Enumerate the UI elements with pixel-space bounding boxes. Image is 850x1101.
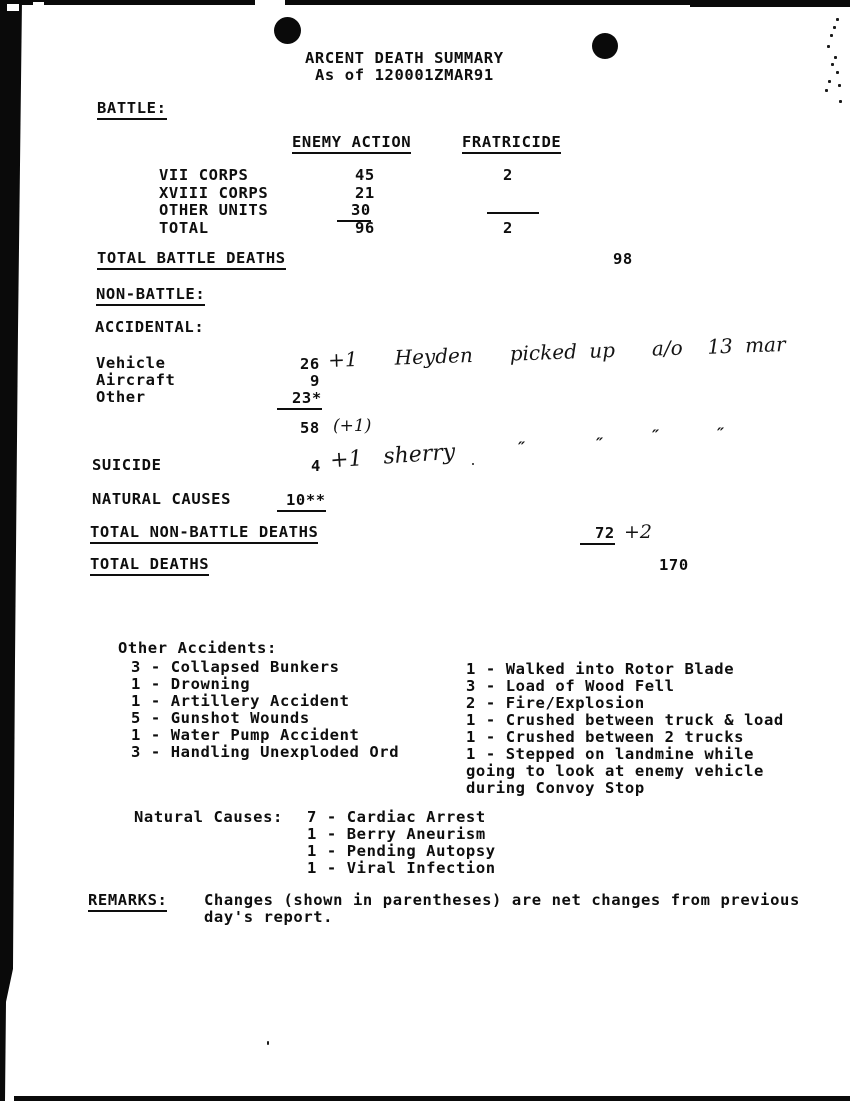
- accidental-row-label: Vehicle: [96, 354, 166, 372]
- accidental-row-label: Aircraft: [96, 371, 176, 389]
- other-accidents-item: 1 - Crushed between 2 trucks: [466, 728, 745, 746]
- battle-fratricide-value: 2: [503, 219, 513, 237]
- total-deaths-label: TOTAL DEATHS: [90, 557, 209, 576]
- other-accidents-item: 1 - Drowning: [131, 675, 251, 693]
- other-accidents-item: 1 - Water Pump Accident: [131, 726, 360, 744]
- fratricide-blank-line: [487, 212, 539, 214]
- scan-speck: [836, 18, 839, 21]
- scan-speck: [828, 80, 831, 83]
- other-accidents-item-continuation: going to look at enemy vehicle: [466, 762, 764, 780]
- natural-causes-label: NATURAL CAUSES: [92, 490, 232, 508]
- scan-speck: [838, 84, 841, 87]
- scan-speck: [833, 26, 836, 29]
- hole-punch-mark: [592, 33, 618, 59]
- other-accidents-item: 3 - Handling Unexploded Ord: [131, 743, 400, 761]
- total-deaths-value: 170: [659, 556, 689, 574]
- scan-edge-bottom: [14, 1096, 850, 1101]
- other-accidents-item: 1 - Crushed between truck & load: [466, 711, 784, 729]
- total-battle-deaths-label: TOTAL BATTLE DEATHS: [97, 251, 286, 270]
- scan-speck: [830, 34, 833, 37]
- battle-fratricide-value: 2: [503, 166, 513, 184]
- suicide-label: SUICIDE: [92, 456, 162, 474]
- battle-enemy-value: 30: [337, 203, 371, 222]
- handwritten-ditto-mark: ″: [717, 424, 725, 443]
- scan-speck: [472, 463, 474, 465]
- battle-unit-label: XVIII CORPS: [159, 184, 269, 202]
- handwritten-total-note: +2: [624, 521, 653, 543]
- other-accidents-heading: Other Accidents:: [118, 639, 277, 657]
- battle-unit-label: VII CORPS: [159, 166, 249, 184]
- scan-speck: [834, 56, 837, 59]
- scan-speck: [831, 63, 834, 66]
- suicide-value: 4: [311, 457, 321, 475]
- remarks-text-line: day's report.: [204, 908, 334, 926]
- battle-unit-label: TOTAL: [159, 219, 209, 237]
- scan-edge-left-bar: [0, 0, 24, 1101]
- other-accidents-item: 3 - Collapsed Bunkers: [131, 658, 340, 676]
- accidental-heading: ACCIDENTAL:: [95, 318, 205, 336]
- other-accidents-item: 1 - Stepped on landmine while: [466, 745, 755, 763]
- accidental-row-value: 23*: [277, 391, 322, 410]
- other-accidents-item: 1 - Walked into Rotor Blade: [466, 660, 735, 678]
- scan-white-mark: [7, 4, 19, 11]
- remarks-text-line: Changes (shown in parentheses) are net changes from previous: [204, 891, 800, 909]
- battle-enemy-value: 96: [355, 219, 375, 237]
- scan-speck: [836, 71, 839, 74]
- scan-speck: [827, 45, 830, 48]
- battle-enemy-value: 45: [355, 166, 375, 184]
- other-accidents-item: 3 - Load of Wood Fell: [466, 677, 675, 695]
- scan-white-mark: [33, 2, 44, 12]
- hole-punch-mark: [274, 17, 301, 44]
- scan-speck: [825, 89, 828, 92]
- accidental-subtotal-value: 58: [300, 419, 320, 437]
- report-title: ARCENT DEATH SUMMARY: [305, 49, 504, 67]
- accidental-row-value: 26: [300, 355, 320, 373]
- total-non-battle-value: 72: [580, 526, 615, 545]
- handwritten-vehicle-note: +1 Heyden picked up a/o 13 mar: [327, 332, 786, 372]
- remarks-label: REMARKS:: [88, 893, 167, 912]
- col-header-fratricide: FRATRICIDE: [462, 135, 561, 154]
- col-header-enemy-action: ENEMY ACTION: [292, 135, 411, 154]
- other-accidents-item: 5 - Gunshot Wounds: [131, 709, 310, 727]
- handwritten-ditto-mark: ″: [596, 434, 604, 453]
- accidental-row-label: Other: [96, 388, 146, 406]
- scan-speck: [267, 1041, 269, 1045]
- non-battle-heading: NON-BATTLE:: [96, 287, 205, 306]
- battle-unit-label: OTHER UNITS: [159, 201, 269, 219]
- natural-causes-item: 1 - Viral Infection: [307, 859, 496, 877]
- natural-causes-item: 1 - Pending Autopsy: [307, 842, 496, 860]
- other-accidents-item-continuation: during Convoy Stop: [466, 779, 645, 797]
- total-battle-deaths-value: 98: [613, 250, 633, 268]
- battle-enemy-value: 21: [355, 184, 375, 202]
- battle-heading: BATTLE:: [97, 101, 167, 120]
- natural-causes-item: 1 - Berry Aneurism: [307, 825, 486, 843]
- accidental-row-value: 9: [310, 372, 320, 390]
- scan-speck: [839, 100, 842, 103]
- handwritten-subtotal-note: (+1): [333, 416, 372, 436]
- natural-causes-item: 7 - Cardiac Arrest: [307, 808, 486, 826]
- other-accidents-item: 2 - Fire/Explosion: [466, 694, 645, 712]
- handwritten-ditto-mark: ″: [652, 426, 660, 445]
- natural-causes-heading: Natural Causes:: [134, 808, 283, 826]
- handwritten-ditto-mark: ″: [518, 438, 526, 457]
- other-accidents-item: 1 - Artillery Accident: [131, 692, 350, 710]
- handwritten-suicide-note: +1 sherry: [329, 439, 457, 474]
- scan-edge-top-far-right: [690, 0, 850, 7]
- total-non-battle-label: TOTAL NON-BATTLE DEATHS: [90, 525, 318, 544]
- natural-causes-value: 10**: [277, 493, 326, 512]
- report-date: As of 120001ZMAR91: [315, 66, 494, 84]
